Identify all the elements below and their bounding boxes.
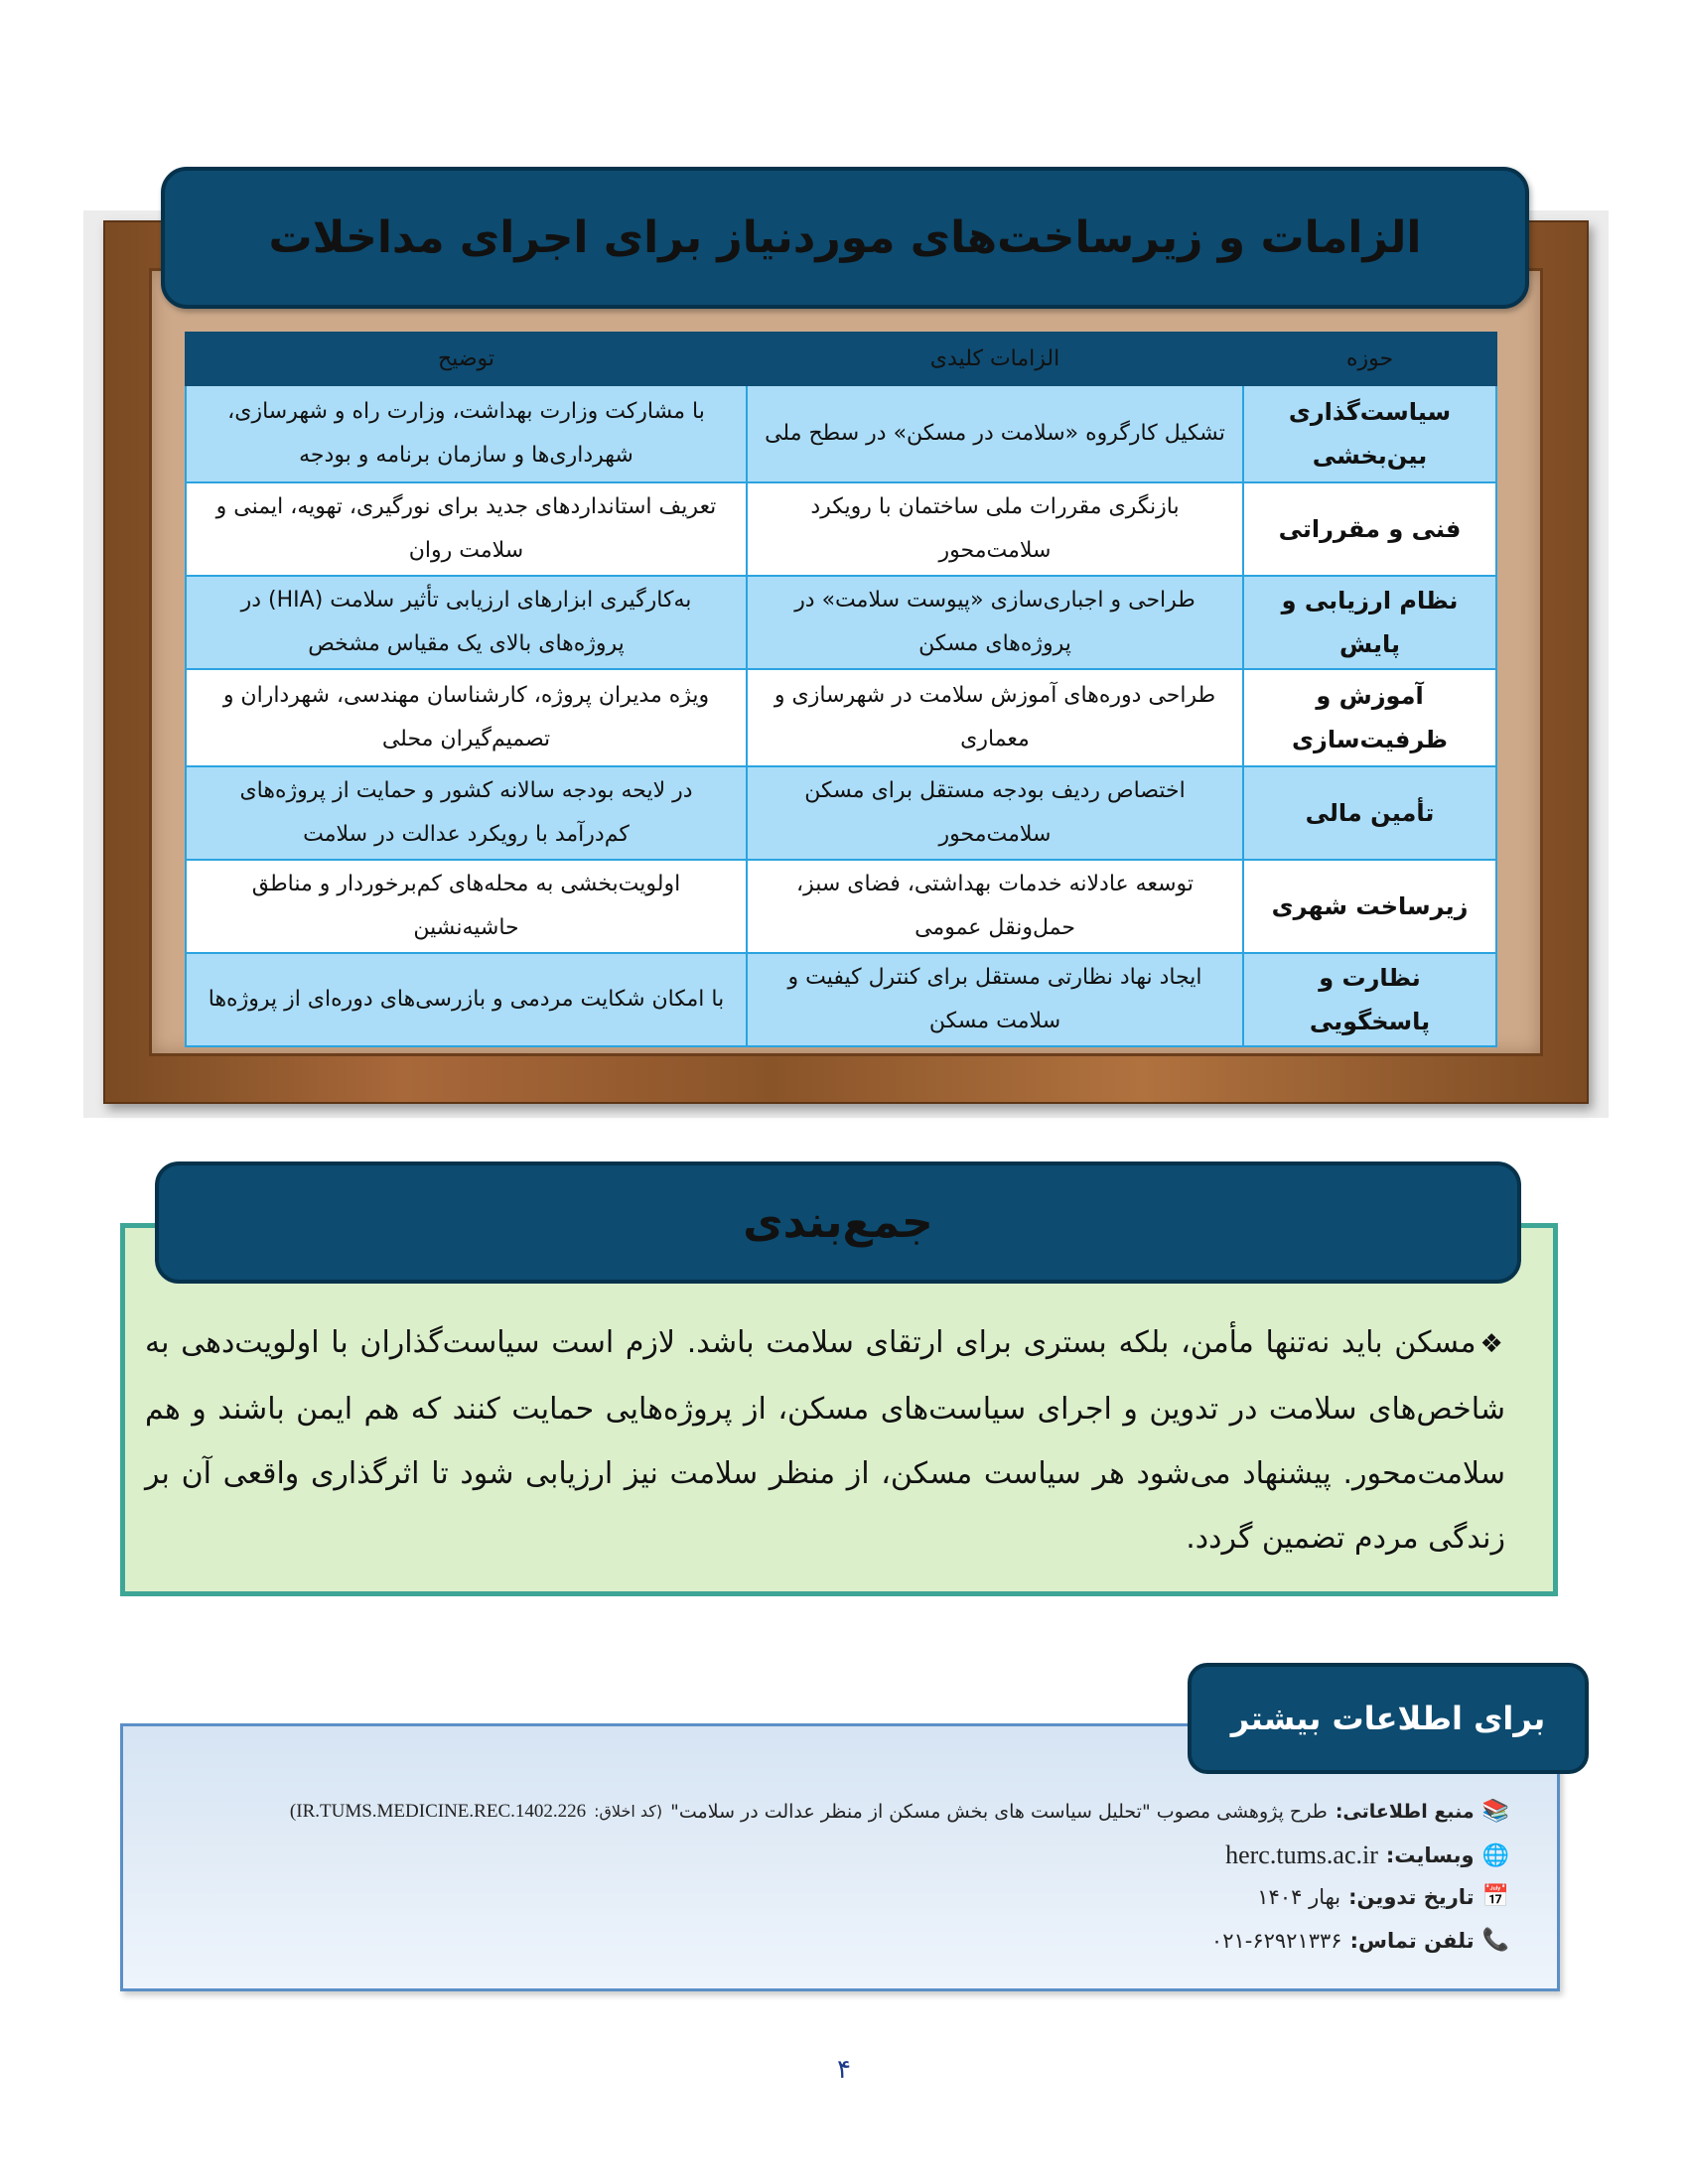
cell-description: با امکان شکایت مردمی و بازرسی‌های دوره‌ای از پروژه‌ها xyxy=(186,953,747,1046)
cell-requirement: توسعه عادلانه خدمات بهداشتی، فضای سبز، حمل‌ونقل عمومی xyxy=(747,860,1243,953)
source-label: منبع اطلاعاتی: xyxy=(1335,1800,1475,1823)
table-row xyxy=(186,482,1496,576)
cell-requirement: تشکیل کارگروه «سلامت در مسکن» در سطح ملی xyxy=(747,385,1243,482)
cell-description: اولویت‌بخشی به محله‌های کم‌برخوردار و مناطق حاشیه‌نشین xyxy=(186,860,747,953)
column-header-domain: حوزه xyxy=(1243,333,1496,385)
ethics-code: IR.TUMS.MEDICINE.REC.1402.226) xyxy=(289,1800,587,1822)
cell-description: تعریف استانداردهای جدید برای نورگیری، تهویه، ایمنی و سلامت روان xyxy=(186,482,747,576)
info-phone-line xyxy=(1211,1928,1509,1953)
cell-requirement: اختصاص ردیف بودجه مستقل برای مسکن سلامت‌محور xyxy=(747,766,1243,860)
phone-label: تلفن تماس: xyxy=(1349,1928,1475,1953)
section-title: الزامات و زیرساخت‌های موردنیاز برای اجرای مداخلات xyxy=(268,212,1422,263)
table-row xyxy=(186,385,1496,482)
cell-description: با مشارکت وزارت بهداشت، وزارت راه و شهرسازی، شهرداری‌ها و سازمان برنامه و بودجه xyxy=(186,385,747,482)
table-row xyxy=(186,953,1496,1046)
cell-description: در لایحه بودجه سالانه کشور و حمایت از پروژه‌های کم‌درآمد با رویکرد عدالت در سلامت xyxy=(186,766,747,860)
phone-icon: 📞 xyxy=(1481,1928,1509,1953)
cell-domain: فنی و مقرراتی xyxy=(1243,482,1496,576)
calendar-icon: 📅 xyxy=(1481,1884,1509,1909)
summary-paragraph xyxy=(145,1310,1505,1570)
page-number: ۴ xyxy=(837,2055,851,2085)
info-title-banner xyxy=(1188,1663,1589,1774)
info-website-line xyxy=(1225,1841,1509,1870)
summary-text: مسکن باید نه‌تنها مأمن، بلکه بستری برای ارتقای سلامت باشد. لازم است سیاست‌گذاران با اولویت‌دهی به شاخص‌های سلامت در تدوین و اجرای سیاست‌های مسکن، از پروژه‌هایی حمایت کنند که هم ایمن باشند و هم سلامت‌محور. پیشنهاد می‌شود هر سیاست مسکن، از منظر سلامت نیز ارزیابی شود تا اثرگذاری واقعی آن بر زندگی مردم تضمین گردد. xyxy=(145,1325,1505,1556)
phone-value: ۰۲۱-۶۲۹۲۱۳۳۶ xyxy=(1210,1928,1342,1953)
cell-requirement: ایجاد نهاد نظارتی مستقل برای کنترل کیفیت و سلامت مسکن xyxy=(747,953,1243,1046)
books-icon: 📚 xyxy=(1481,1799,1509,1824)
summary-title: جمع‌بندی xyxy=(743,1197,933,1248)
cell-domain: آموزش و ظرفیت‌سازی xyxy=(1243,669,1496,766)
column-header-requirement: الزامات کلیدی xyxy=(747,333,1243,385)
summary-title-banner xyxy=(155,1161,1521,1284)
website-link[interactable]: herc.tums.ac.ir xyxy=(1225,1841,1378,1869)
date-label: تاریخ تدوین: xyxy=(1348,1884,1475,1909)
column-header-description: توضیح xyxy=(186,333,747,385)
cell-requirement: طراحی دوره‌های آموزش سلامت در شهرسازی و معماری xyxy=(747,669,1243,766)
info-title: برای اطلاعات بیشتر xyxy=(1230,1700,1546,1737)
info-date-line xyxy=(1257,1884,1509,1909)
cell-requirement: بازنگری مقررات ملی ساختمان با رویکرد سلامت‌محور xyxy=(747,482,1243,576)
table-row xyxy=(186,669,1496,766)
section-title-banner xyxy=(161,167,1529,309)
cell-description: ویژه مدیران پروژه، کارشناسان مهندسی، شهرداران و تصمیم‌گیران محلی xyxy=(186,669,747,766)
cell-domain: نظام ارزیابی و پایش xyxy=(1243,576,1496,669)
table-row xyxy=(186,860,1496,953)
requirements-table xyxy=(185,332,1497,1047)
cell-domain: زیرساخت شهری xyxy=(1243,860,1496,953)
table-header-row xyxy=(186,333,1496,385)
table-row xyxy=(186,576,1496,669)
info-source-line xyxy=(290,1799,1509,1824)
ethics-label: (کد اخلاق: xyxy=(594,1802,663,1821)
cell-domain: نظارت و پاسخگویی xyxy=(1243,953,1496,1046)
cell-description: به‌کارگیری ابزارهای ارزیابی تأثیر سلامت (HIA) در پروژه‌های بالای یک مقیاس مشخص xyxy=(186,576,747,669)
website-label: وبسایت: xyxy=(1385,1843,1475,1867)
diamond-bullet-icon: ❖ xyxy=(1479,1329,1505,1359)
globe-icon: 🌐 xyxy=(1481,1843,1509,1868)
cell-domain: تأمین مالی xyxy=(1243,766,1496,860)
cell-domain: سیاست‌گذاری بین‌بخشی xyxy=(1243,385,1496,482)
cell-requirement: طراحی و اجباری‌سازی «پیوست سلامت» در پروژه‌های مسکن xyxy=(747,576,1243,669)
date-value: بهار ۱۴۰۴ xyxy=(1257,1884,1341,1909)
table-row xyxy=(186,766,1496,860)
source-value: طرح پژوهشی مصوب "تحلیل سیاست های بخش مسکن از منظر عدالت در سلامت" xyxy=(670,1800,1328,1823)
